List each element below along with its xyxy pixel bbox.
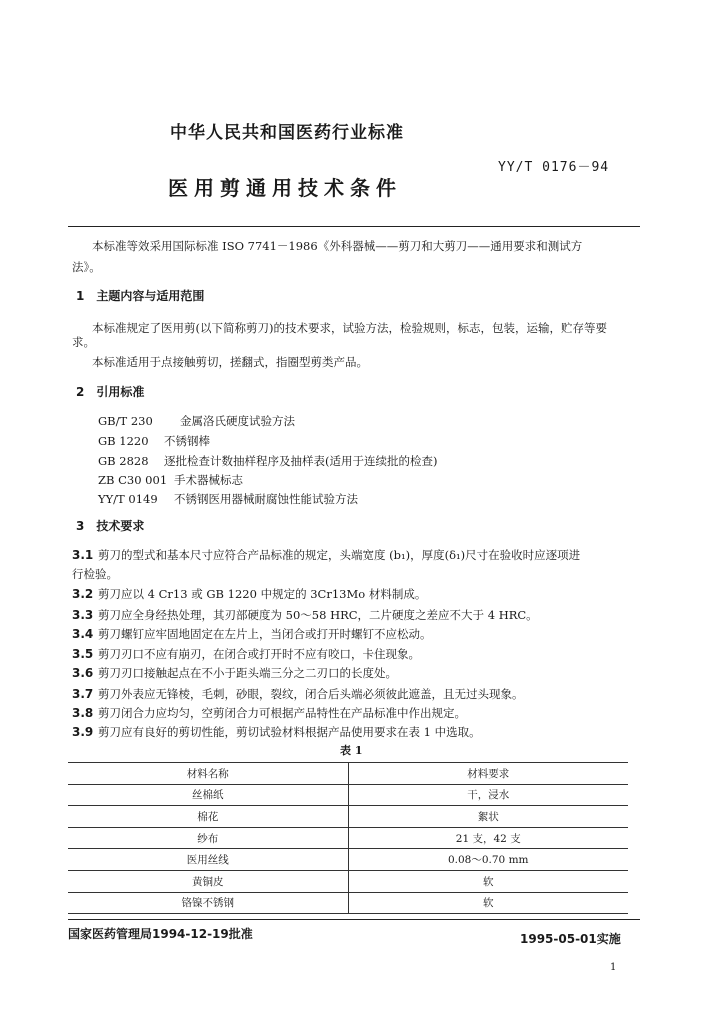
requirement-3-5	[72, 646, 420, 662]
clause-text: 剪刀闭合力应均匀，空剪闭合力可根据产品特性在产品标准中作出规定。	[98, 706, 466, 720]
clause-number: 3.9	[72, 725, 94, 739]
approval-note: 国家医药管理局1994-12-19批准	[68, 927, 253, 941]
requirement-3-6	[72, 665, 397, 681]
reference-name: 金属洛氏硬度试验方法	[180, 414, 295, 428]
material-name: 丝棉纸	[68, 784, 348, 806]
material-name: 铬镍不锈钢	[68, 892, 348, 914]
reference-item	[98, 491, 358, 507]
reference-name: 不锈钢医用器械耐腐蚀性能试验方法	[174, 492, 358, 506]
table-row	[68, 784, 628, 806]
material-requirement: 絮状	[348, 806, 628, 828]
clause-text: 剪刀螺钉应牢固地固定在左片上，当闭合或打开时螺钉不应松动。	[98, 627, 432, 641]
material-requirement: 软	[348, 870, 628, 892]
table-row	[68, 849, 628, 871]
page-number: 1	[610, 962, 617, 973]
reference-item	[98, 472, 243, 488]
footer-rule	[68, 919, 640, 920]
reference-code: GB/T 230	[98, 414, 153, 428]
intro-line-1: 本标准等效采用国际标准 ISO 7741－1986《外科器械——剪刀和大剪刀——通用要求和测试方	[92, 239, 583, 253]
table-row	[68, 827, 628, 849]
clause-text: 剪刀的型式和基本尺寸应符合产品标准的规定，头端宽度 (b₁)，厚度(δ₁)尺寸在验收时应逐项进	[98, 548, 581, 562]
requirement-3-4	[72, 626, 432, 642]
clause-number: 3.7	[72, 687, 94, 701]
reference-name: 逐批检查计数抽样程序及抽样表(适用于连续批的检查)	[164, 454, 438, 468]
table-row	[68, 806, 628, 828]
reference-item	[98, 413, 295, 429]
clause-text: 剪刀应以 4 Cr13 或 GB 1220 中规定的 3Cr13Mo 材料制成。	[98, 587, 427, 601]
requirement-3-8	[72, 705, 466, 721]
material-requirement: 干，浸水	[348, 784, 628, 806]
materials-table	[68, 762, 628, 914]
section-1-heading: 1 主题内容与适用范围	[76, 289, 205, 303]
table-caption: 表 1	[340, 744, 363, 757]
scope-line-1: 本标准规定了医用剪(以下简称剪刀)的技术要求，试验方法，检验规则，标志，包装，运输，贮存等要	[92, 321, 607, 335]
effective-date: 1995-05-01实施	[520, 932, 621, 946]
intro-line-2: 法》。	[72, 260, 101, 274]
reference-name: 手术器械标志	[174, 473, 243, 487]
clause-number: 3.6	[72, 666, 94, 680]
clause-number: 3.3	[72, 608, 94, 622]
clause-text: 剪刀外表应无锋棱，毛刺，砂眼，裂纹，闭合后头端必须彼此遮盖，且无过头现象。	[98, 687, 524, 701]
clause-number: 3.2	[72, 587, 94, 601]
material-name: 棉花	[68, 806, 348, 828]
clause-text: 剪刀应全身经热处理，其刃部硬度为 50～58 HRC，二片硬度之差应不大于 4 HRC。	[98, 608, 538, 622]
reference-item	[98, 433, 210, 449]
standard-code: YY/T 0176－94	[498, 160, 610, 175]
header-rule	[68, 226, 640, 227]
clause-text: 剪刀刃口不应有崩刃，在闭合或打开时不应有咬口，卡住现象。	[98, 647, 420, 661]
reference-code: ZB C30 001	[98, 473, 168, 487]
requirement-3-9	[72, 724, 481, 740]
material-requirement: 21 支，42 支	[348, 827, 628, 849]
clause-number: 3.4	[72, 627, 94, 641]
requirement-3-1	[72, 547, 580, 563]
requirement-3-7	[72, 686, 524, 702]
material-name: 纱布	[68, 827, 348, 849]
material-name: 医用丝线	[68, 849, 348, 871]
material-name: 黄铜皮	[68, 870, 348, 892]
clause-number: 3.1	[72, 548, 94, 562]
scope-applicability: 本标准适用于点接触剪切，搓翻式，指圈型剪类产品。	[92, 355, 368, 369]
scope-line-2: 求。	[72, 335, 95, 349]
reference-item	[98, 453, 437, 469]
reference-code: YY/T 0149	[98, 492, 158, 506]
header-material-name: 材料名称	[68, 763, 348, 785]
requirement-3-2	[72, 586, 426, 602]
clause-text: 剪刀应有良好的剪切性能，剪切试验材料根据产品使用要求在表 1 中选取。	[98, 725, 481, 739]
material-requirement: 软	[348, 892, 628, 914]
reference-code: GB 2828	[98, 454, 149, 468]
header-material-requirement: 材料要求	[348, 763, 628, 785]
reference-code: GB 1220	[98, 434, 149, 448]
table-row	[68, 892, 628, 914]
reference-name: 不锈钢棒	[164, 434, 210, 448]
table-header-row	[68, 763, 628, 785]
clause-number: 3.5	[72, 647, 94, 661]
clause-number: 3.8	[72, 706, 94, 720]
requirement-3-3	[72, 607, 538, 623]
section-3-heading: 3 技术要求	[76, 519, 145, 533]
issuing-authority: 中华人民共和国医药行业标准	[170, 123, 404, 143]
section-2-heading: 2 引用标准	[76, 385, 145, 399]
document-title: 医用剪通用技术条件	[168, 176, 402, 200]
requirement-3-1-cont: 行检验。	[72, 567, 118, 581]
material-requirement: 0.08～0.70 mm	[348, 849, 628, 871]
clause-text: 剪刀刃口接触起点在不小于距头端三分之二刃口的长度处。	[98, 666, 397, 680]
table-row	[68, 870, 628, 892]
